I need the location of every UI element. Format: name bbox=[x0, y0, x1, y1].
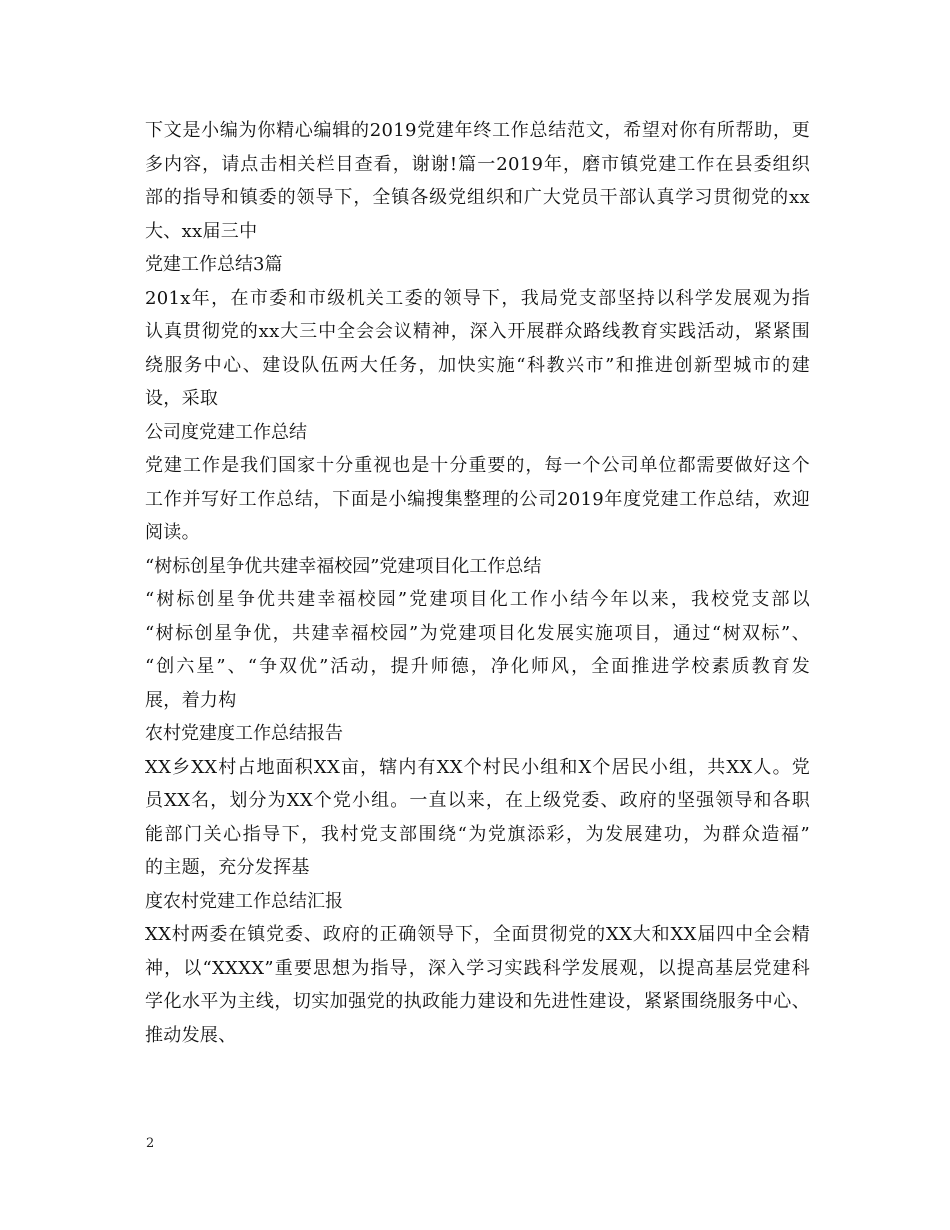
paragraph bbox=[145, 114, 810, 248]
section-title: 农村党建度工作总结报告 bbox=[145, 723, 343, 744]
paragraph-line: 多内容，请点击相关栏目查看，谢谢!篇一2019年，磨市镇党建工作在县委组织 bbox=[145, 153, 810, 175]
paragraph bbox=[145, 918, 810, 1052]
paragraph bbox=[145, 282, 810, 416]
paragraph-line: 推动发展、 bbox=[145, 1024, 237, 1046]
paragraph-line: 能部门关心指导下，我村党支部围绕“为党旗添彩，为发展建功，为群众造福” bbox=[145, 823, 810, 845]
paragraph-line: 学化水平为主线，切实加强党的执政能力建设和先进性建设，紧紧围绕服务中心、 bbox=[145, 991, 810, 1012]
paragraph-line: XX乡XX村占地面积XX亩，辖内有XX个村民小组和X个居民小组，共XX人。党 bbox=[145, 756, 810, 778]
page-number: 2 bbox=[146, 1136, 155, 1151]
paragraph-line: 党建工作是我们国家十分重视也是十分重要的，每一个公司单位都需要做好这个 bbox=[145, 455, 810, 476]
paragraph-line: 设，采取 bbox=[145, 388, 219, 409]
paragraph-line: 阅读。 bbox=[145, 522, 200, 543]
paragraph bbox=[145, 583, 810, 717]
paragraph-line: 神，以“XXXX”重要思想为指导，深入学习实践科学发展观，以提高基层党建科 bbox=[145, 957, 810, 979]
paragraph-line: “创六星”、“争双优”活动，提升师德，净化师风，全面推进学校素质教育发 bbox=[145, 656, 810, 677]
section-title: 党建工作总结3篇 bbox=[145, 254, 283, 275]
paragraph-line: 部的指导和镇委的领导下，全镇各级党组织和广大党员干部认真学习贯彻党的xx bbox=[145, 187, 810, 208]
paragraph-line: 大、xx届三中 bbox=[145, 220, 258, 242]
paragraph-line: 下文是小编为你精心编辑的2019党建年终工作总结范文，希望对你有所帮助，更 bbox=[145, 120, 810, 141]
paragraph-line: 认真贯彻党的xx大三中全会会议精神，深入开展群众路线教育实践活动，紧紧围 bbox=[145, 321, 810, 342]
paragraph bbox=[145, 449, 810, 550]
paragraph-line: “树标创星争优，共建幸福校园”为党建项目化发展实施项目，通过“树双标”、 bbox=[145, 622, 810, 644]
paragraph-line: 展，着力构 bbox=[145, 689, 237, 711]
section-title: 公司度党建工作总结 bbox=[145, 421, 307, 443]
document-body bbox=[145, 114, 810, 1052]
paragraph-line: 绕服务中心、建设队伍两大任务，加快实施“科教兴市”和推进创新型城市的建 bbox=[145, 354, 810, 376]
paragraph-line: 员XX名，划分为XX个党小组。一直以来，在上级党委、政府的坚强领导和各职 bbox=[145, 790, 810, 811]
paragraph-line: XX村两委在镇党委、政府的正确领导下，全面贯彻党的XX大和XX届四中全会精 bbox=[145, 924, 810, 945]
paragraph-line: 工作并写好工作总结，下面是小编搜集整理的公司2019年度党建工作总结，欢迎 bbox=[145, 488, 810, 510]
paragraph bbox=[145, 751, 810, 885]
section-title: 度农村党建工作总结汇报 bbox=[145, 890, 343, 912]
paragraph-line: 的主题，充分发挥基 bbox=[145, 857, 310, 878]
paragraph-line: “树标创星争优共建幸福校园”党建项目化工作小结今年以来，我校党支部以 bbox=[145, 589, 810, 610]
paragraph-line: 201x年，在市委和市级机关工委的领导下，我局党支部坚持以科学发展观为指 bbox=[145, 287, 810, 309]
section-title: “树标创星争优共建幸福校园”党建项目化工作总结 bbox=[145, 555, 542, 577]
